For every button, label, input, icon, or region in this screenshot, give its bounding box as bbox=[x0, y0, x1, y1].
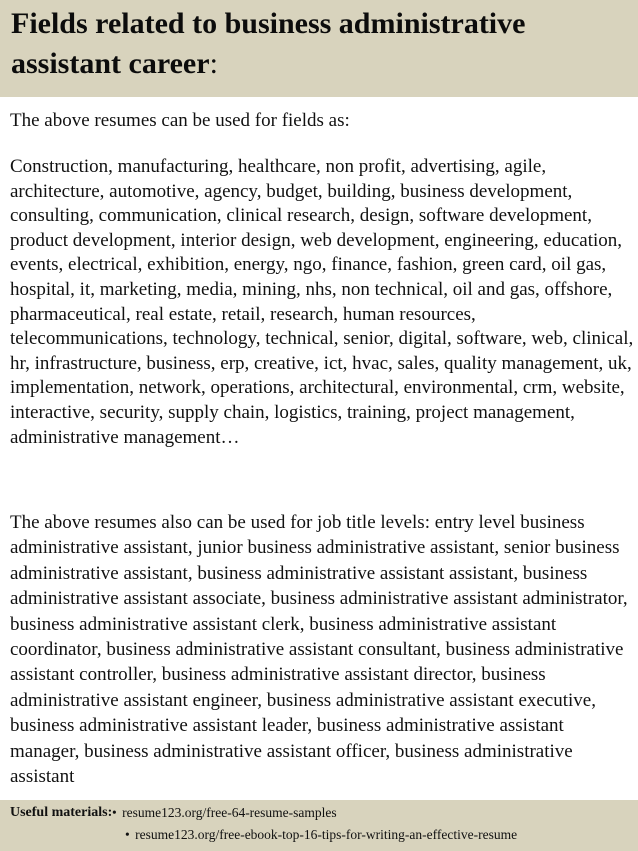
useful-materials-label-colon: : bbox=[107, 805, 113, 820]
page-title-text: Fields related to business administrative assistant career bbox=[11, 7, 526, 80]
useful-materials-label bbox=[10, 805, 112, 821]
useful-materials-label-text: Useful materials bbox=[10, 805, 108, 820]
job-levels-section bbox=[0, 510, 638, 800]
job-levels-text: The above resumes also can be used for job title levels: entry level business administrative assistant, junior business administrative assistant, senior business administrative assistant, business administrative assistant assistant, business administrative assistant associate, business administrative assistant administrator, business administrative assistant clerk, business administrative assistant coordinator, business administrative assistant consultant, business administrative assistant controller, business administrative assistant director, business administrative assistant engineer, business administrative assistant executive, business administrative assistant leader, business administrative assistant manager, business administrative assistant officer, business administrative assistant bbox=[10, 512, 628, 788]
footer-link-2[interactable] bbox=[125, 827, 517, 843]
bullet-icon: • bbox=[112, 805, 117, 820]
bullet-icon: • bbox=[125, 827, 130, 842]
footer-link-1[interactable] bbox=[112, 805, 337, 821]
footer-link-2-text[interactable]: resume123.org/free-ebook-top-16-tips-for-writing-an-effective-resume bbox=[135, 827, 518, 842]
footer-bar bbox=[0, 800, 638, 851]
fields-list-text: Construction, manufacturing, healthcare, non profit, advertising, agile, architecture, automotive, agency, budget, building, business development, consulting, communication, clinical research, design, software development, product development, interior design, web development, engineering, education, events, electrical, exhibition, energy, ngo, finance, fashion, green card, oil gas, hospital, it, marketing, media, mining, nhs, non technical, oil and gas, offshore, pharmaceutical, real estate, retail, research, human resources, telecommunications, technology, technical, senior, digital, software, web, clinical, hr, infrastructure, business, erp, creative, ict, hvac, sales, quality management, uk, implementation, network, operations, architectural, environmental, crm, website, interactive, security, supply chain, logistics, training, project management, administrative management… bbox=[10, 156, 634, 448]
header-banner bbox=[0, 0, 638, 97]
page-title bbox=[11, 4, 631, 84]
footer-link-1-text[interactable]: resume123.org/free-64-resume-samples bbox=[122, 805, 337, 820]
intro-text: The above resumes can be used for fields as: bbox=[10, 110, 350, 131]
page-title-colon: : bbox=[209, 47, 218, 80]
